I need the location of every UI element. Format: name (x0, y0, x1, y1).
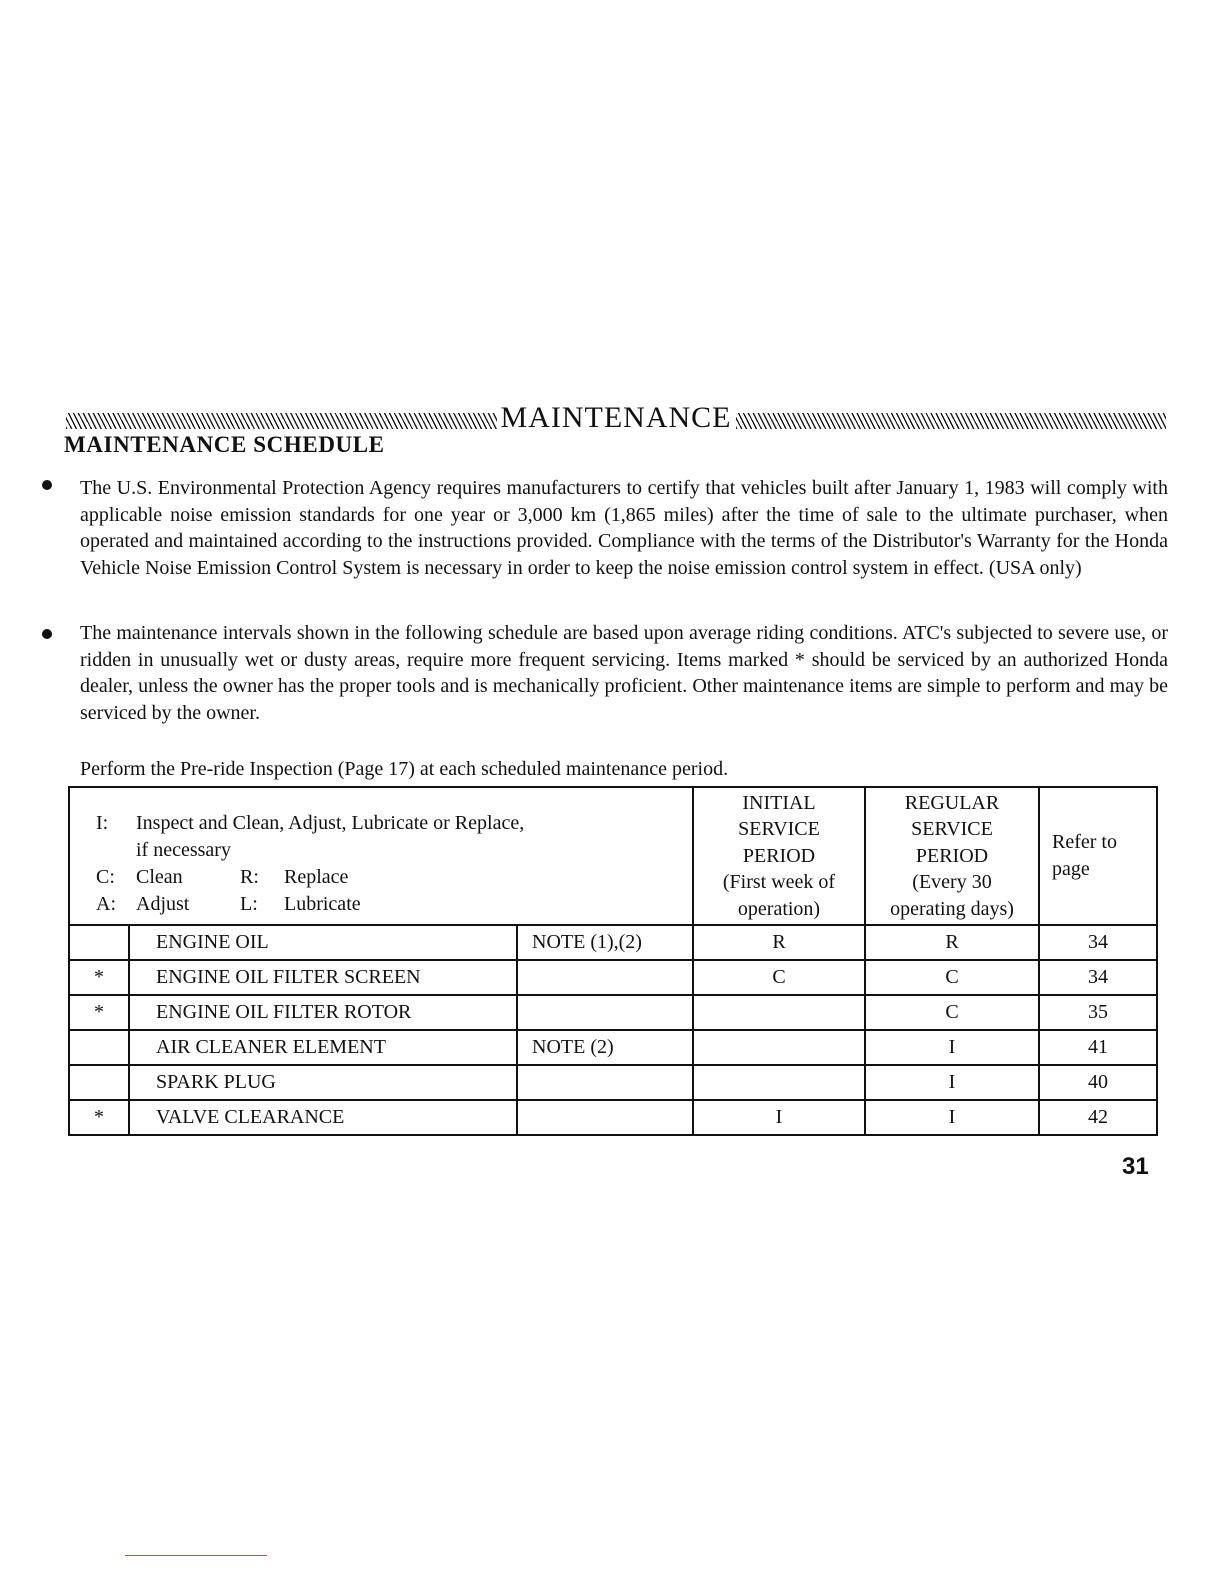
header-line: PERIOD (742, 844, 816, 867)
header-line: (First week of (722, 871, 836, 894)
initial-service (693, 995, 865, 1030)
table-row (69, 1030, 1157, 1065)
item-note (517, 1065, 693, 1100)
legend-text: Lubricate (284, 893, 361, 915)
table-row (69, 1065, 1157, 1100)
paragraph-epa: The U.S. Environmental Protection Agency requires manufacturers to certify that vehicles built after January 1, 1983 will comply with applicable noise emission standards for one year or 3,000 km (1,865 miles) after the time of sale to the ultimate purchaser, when operated and maintained according to the instructions provided. Compliance with the terms of the Distributor's Warranty for the Honda Vehicle Noise Emission Control System is necessary in order to keep the noise emission control system in effect. (USA only) (80, 477, 1168, 579)
legend-key: L: (240, 893, 258, 915)
banner-hatch-left (66, 413, 497, 429)
section-title: MAINTENANCE (500, 401, 732, 434)
header-refer-page (1039, 787, 1157, 925)
item-name: VALVE CLEARANCE (129, 1100, 517, 1135)
item-note: NOTE (2) (517, 1030, 693, 1065)
header-line: operation) (737, 897, 821, 920)
header-line: REGULAR (904, 791, 1000, 814)
table-row (69, 960, 1157, 995)
legend-text: if necessary (136, 839, 231, 861)
header-line: Refer to (1052, 831, 1117, 853)
item-name: ENGINE OIL FILTER ROTOR (129, 995, 517, 1030)
regular-service: I (865, 1100, 1039, 1135)
legend-key: R: (240, 866, 259, 888)
header-initial-service (693, 787, 865, 925)
item-note: NOTE (1),(2) (517, 925, 693, 960)
header-line: SERVICE (911, 818, 993, 841)
regular-service: C (865, 995, 1039, 1030)
header-regular-service (865, 787, 1039, 925)
refer-page: 35 (1039, 995, 1157, 1030)
initial-service: C (693, 960, 865, 995)
regular-service: R (865, 925, 1039, 960)
banner-hatch-right (736, 413, 1167, 429)
dealer-mark: * (69, 960, 129, 995)
legend-text: Adjust (136, 893, 190, 915)
legend-text: Inspect and Clean, Adjust, Lubricate or Replace, (136, 812, 525, 834)
legend-text: Replace (284, 866, 349, 888)
refer-page: 34 (1039, 960, 1157, 995)
table-row (69, 1100, 1157, 1135)
paragraph-intervals: The maintenance intervals shown in the following schedule are based upon average riding conditions. ATC's subjected to severe use, or ridden in unusually wet or dusty areas, require more frequent servicing. Items marked * should be serviced by an authorized Honda dealer, unless the owner has the proper tools and is mechanically proficient. Other maintenance items are simple to perform and may be serviced by the owner. (80, 622, 1168, 724)
dealer-mark (69, 925, 129, 960)
bullet-icon (42, 629, 52, 639)
dealer-mark (69, 1065, 129, 1100)
regular-service: I (865, 1030, 1039, 1065)
item-name: ENGINE OIL FILTER SCREEN (129, 960, 517, 995)
header-line: page (1052, 858, 1090, 880)
refer-page: 34 (1039, 925, 1157, 960)
page-heading: MAINTENANCE SCHEDULE (64, 432, 385, 457)
footer-divider (125, 1555, 267, 1556)
item-note (517, 960, 693, 995)
legend-key: I: (96, 812, 109, 834)
legend (96, 810, 524, 918)
item-note (517, 1100, 693, 1135)
perform-instruction: Perform the Pre-ride Inspection (Page 17) at each scheduled maintenance period. (80, 758, 729, 780)
initial-service (693, 1065, 865, 1100)
legend-text: Clean (136, 866, 183, 888)
regular-service: I (865, 1065, 1039, 1100)
item-name: ENGINE OIL (129, 925, 517, 960)
initial-service: R (693, 925, 865, 960)
table-row (69, 925, 1157, 960)
initial-service (693, 1030, 865, 1065)
table-header-row (69, 787, 1157, 925)
header-line: INITIAL (742, 791, 816, 814)
refer-page: 40 (1039, 1065, 1157, 1100)
refer-page: 41 (1039, 1030, 1157, 1065)
header-line: SERVICE (738, 818, 820, 841)
header-line: (Every 30 (912, 871, 992, 894)
item-name: SPARK PLUG (129, 1065, 517, 1100)
bullet-icon (42, 480, 52, 490)
item-name: AIR CLEANER ELEMENT (129, 1030, 517, 1065)
legend-key: A: (96, 893, 116, 915)
table-row (69, 995, 1157, 1030)
refer-page: 42 (1039, 1100, 1157, 1135)
legend-cell (69, 787, 693, 925)
regular-service: C (865, 960, 1039, 995)
dealer-mark (69, 1030, 129, 1065)
dealer-mark: * (69, 1100, 129, 1135)
dealer-mark: * (69, 995, 129, 1030)
initial-service: I (693, 1100, 865, 1135)
item-note (517, 995, 693, 1030)
header-line: PERIOD (915, 844, 989, 867)
maintenance-table (68, 786, 1158, 1136)
legend-key: C: (96, 866, 115, 888)
page-number: 31 (1122, 1153, 1149, 1180)
header-line: operating days) (890, 897, 1014, 920)
